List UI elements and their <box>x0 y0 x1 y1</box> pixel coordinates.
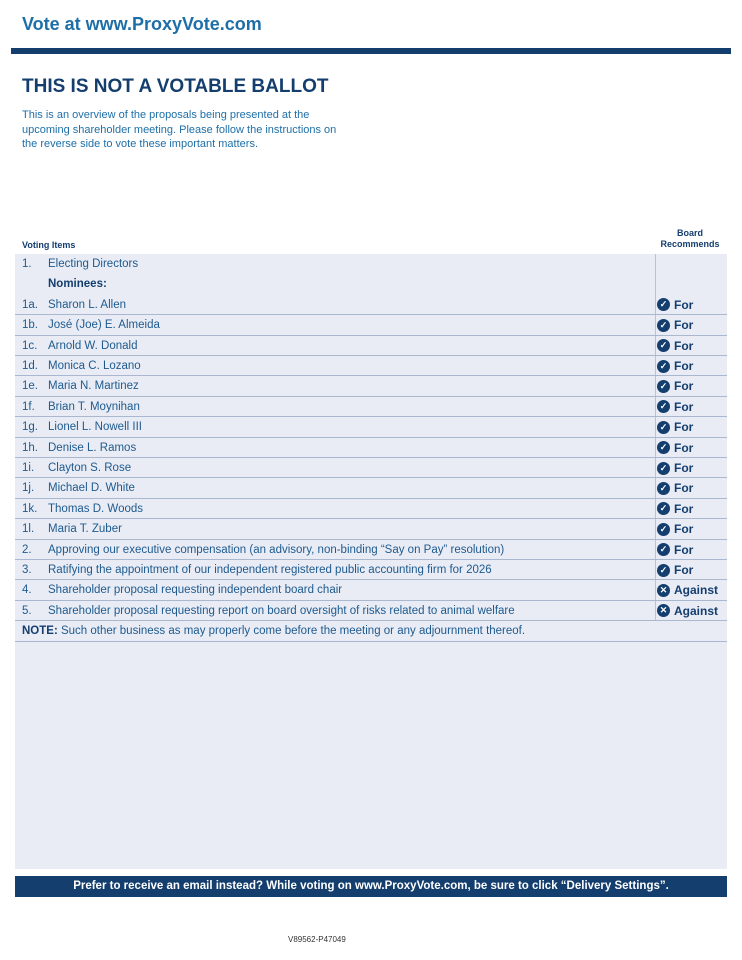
voting-item-row <box>15 376 727 396</box>
recommendation-label: For <box>674 461 694 475</box>
board-recommendation <box>657 522 693 536</box>
item-number: 1h. <box>22 441 38 454</box>
item-number: 1. <box>22 258 32 270</box>
item-number: 1a. <box>22 298 38 311</box>
item-text: Michael D. White <box>48 482 135 495</box>
item-number: 1f. <box>22 400 35 413</box>
check-circle-icon: ✓ <box>657 482 670 495</box>
intro-line: upcoming shareholder meeting. Please follow the instructions on <box>22 123 337 136</box>
item-text: Lionel L. Nowell III <box>48 421 142 434</box>
check-circle-icon: ✓ <box>657 564 670 577</box>
item-text: Electing Directors <box>48 258 139 270</box>
board-recommendation <box>657 400 693 414</box>
header-title: Vote at www.ProxyVote.com <box>22 14 262 34</box>
board-recommendation <box>657 583 718 597</box>
voting-item-row <box>15 315 727 335</box>
recommendation-label: For <box>674 542 694 557</box>
voting-item-row <box>15 478 727 498</box>
item-number: 2. <box>22 543 32 556</box>
recommendation-label: For <box>674 440 694 455</box>
item-text: Clayton S. Rose <box>48 462 132 474</box>
board-recommendation <box>657 318 693 332</box>
item-number: 1k. <box>22 502 38 515</box>
board-header-line1: Board <box>676 228 703 238</box>
board-recommendation <box>657 379 693 393</box>
recommendation-label: Against <box>674 603 719 618</box>
ballot-title: THIS IS NOT A VOTABLE BALLOT <box>22 76 329 97</box>
item-number: 4. <box>22 584 32 597</box>
note-label: NOTE: <box>22 625 58 637</box>
intro-text <box>22 108 382 152</box>
voting-item-row <box>15 560 727 580</box>
voting-item-row <box>15 274 727 294</box>
check-circle-icon: ✓ <box>657 360 670 373</box>
recommendation-label: For <box>674 563 694 577</box>
board-recommendation <box>657 502 693 516</box>
board-recommendation <box>657 543 693 557</box>
x-circle-icon: ✕ <box>657 584 670 597</box>
item-text: Maria N. Martinez <box>48 380 139 393</box>
item-number: 1e. <box>22 380 38 393</box>
item-number: 1b. <box>22 319 38 332</box>
check-circle-icon: ✓ <box>657 339 670 352</box>
item-text: Brian T. Moynihan <box>48 400 140 413</box>
item-number: 3. <box>22 564 32 576</box>
item-number: 1d. <box>22 360 38 372</box>
note-divider <box>15 641 727 642</box>
voting-items-header: Voting Items <box>22 240 76 250</box>
recommendation-label: For <box>674 420 694 435</box>
voting-item-row <box>15 356 727 376</box>
board-header-line2: Recommends <box>660 239 720 249</box>
footer-banner: Prefer to receive an email instead? While voting on www.ProxyVote.com, be sure to click “Delivery Settings”. <box>15 876 727 897</box>
item-text: Sharon L. Allen <box>48 298 127 311</box>
recommendation-label: For <box>674 501 694 516</box>
check-circle-icon: ✓ <box>657 319 670 332</box>
recommendation-label: For <box>674 522 694 537</box>
board-recommendation <box>657 359 693 373</box>
voting-item-row <box>15 540 727 560</box>
voting-item-row <box>15 601 727 621</box>
item-text: Shareholder proposal requesting independent board chair <box>48 584 343 597</box>
note-text: Such other business as may properly come before the meeting or any adjournment thereof. <box>57 625 526 637</box>
item-text: Approving our executive compensation (an advisory, non-binding “Say on Pay” resolution) <box>48 543 505 556</box>
voting-item-row <box>15 397 727 417</box>
check-circle-icon: ✓ <box>657 543 670 556</box>
item-text: Nominees: <box>48 278 107 291</box>
item-number: 1c. <box>22 339 38 352</box>
document-code: V89562-P47049 <box>288 935 346 944</box>
board-recommendation <box>657 298 693 312</box>
board-recommendation <box>657 604 718 618</box>
board-recommends-header <box>654 228 726 250</box>
item-text: Denise L. Ramos <box>48 441 137 454</box>
board-recommendation <box>657 441 693 455</box>
item-text: José (Joe) E. Almeida <box>48 319 160 332</box>
voting-items-panel <box>15 254 727 869</box>
voting-item-row <box>15 499 727 519</box>
board-recommendation <box>657 563 693 577</box>
item-number: 1i. <box>22 462 35 474</box>
recommendation-label: For <box>674 318 694 333</box>
board-recommendation <box>657 339 693 353</box>
check-circle-icon: ✓ <box>657 400 670 413</box>
voting-item-row <box>15 580 727 600</box>
voting-item-row <box>15 295 727 315</box>
recommendation-label: For <box>674 297 694 312</box>
item-text: Thomas D. Woods <box>48 502 144 515</box>
x-circle-icon: ✕ <box>657 604 670 617</box>
item-text: Monica C. Lozano <box>48 360 141 372</box>
intro-line: the reverse side to vote these important matters. <box>22 138 259 150</box>
voting-item-row <box>15 254 727 274</box>
voting-item-row <box>15 458 727 478</box>
voting-item-row <box>15 519 727 539</box>
recommendation-label: For <box>674 379 694 394</box>
check-circle-icon: ✓ <box>657 421 670 434</box>
voting-item-row <box>15 336 727 356</box>
item-text: Shareholder proposal requesting report on board oversight of risks related to animal welfare <box>48 604 515 617</box>
voting-item-row <box>15 438 727 458</box>
voting-item-row <box>15 417 727 437</box>
recommendation-label: Against <box>674 583 719 598</box>
recommendation-label: For <box>674 338 694 353</box>
item-text: Maria T. Zuber <box>48 523 122 536</box>
check-circle-icon: ✓ <box>657 298 670 311</box>
item-number: 1l. <box>22 523 35 536</box>
check-circle-icon: ✓ <box>657 523 670 536</box>
note <box>22 625 525 637</box>
check-circle-icon: ✓ <box>657 380 670 393</box>
board-recommendation <box>657 481 693 495</box>
check-circle-icon: ✓ <box>657 502 670 515</box>
header-rule <box>11 48 731 54</box>
board-recommendation <box>657 461 693 475</box>
check-circle-icon: ✓ <box>657 462 670 475</box>
item-number: 1j. <box>22 482 35 495</box>
intro-line: This is an overview of the proposals being presented at the <box>22 109 310 121</box>
board-recommendation <box>657 420 693 434</box>
item-text: Ratifying the appointment of our independent registered public accounting firm for 2026 <box>48 564 492 576</box>
recommendation-label: For <box>674 481 694 496</box>
recommendation-label: For <box>674 359 694 373</box>
item-text: Arnold W. Donald <box>48 339 138 352</box>
check-circle-icon: ✓ <box>657 441 670 454</box>
item-number: 1g. <box>22 421 38 434</box>
recommendation-label: For <box>674 399 694 414</box>
item-number: 5. <box>22 604 32 617</box>
